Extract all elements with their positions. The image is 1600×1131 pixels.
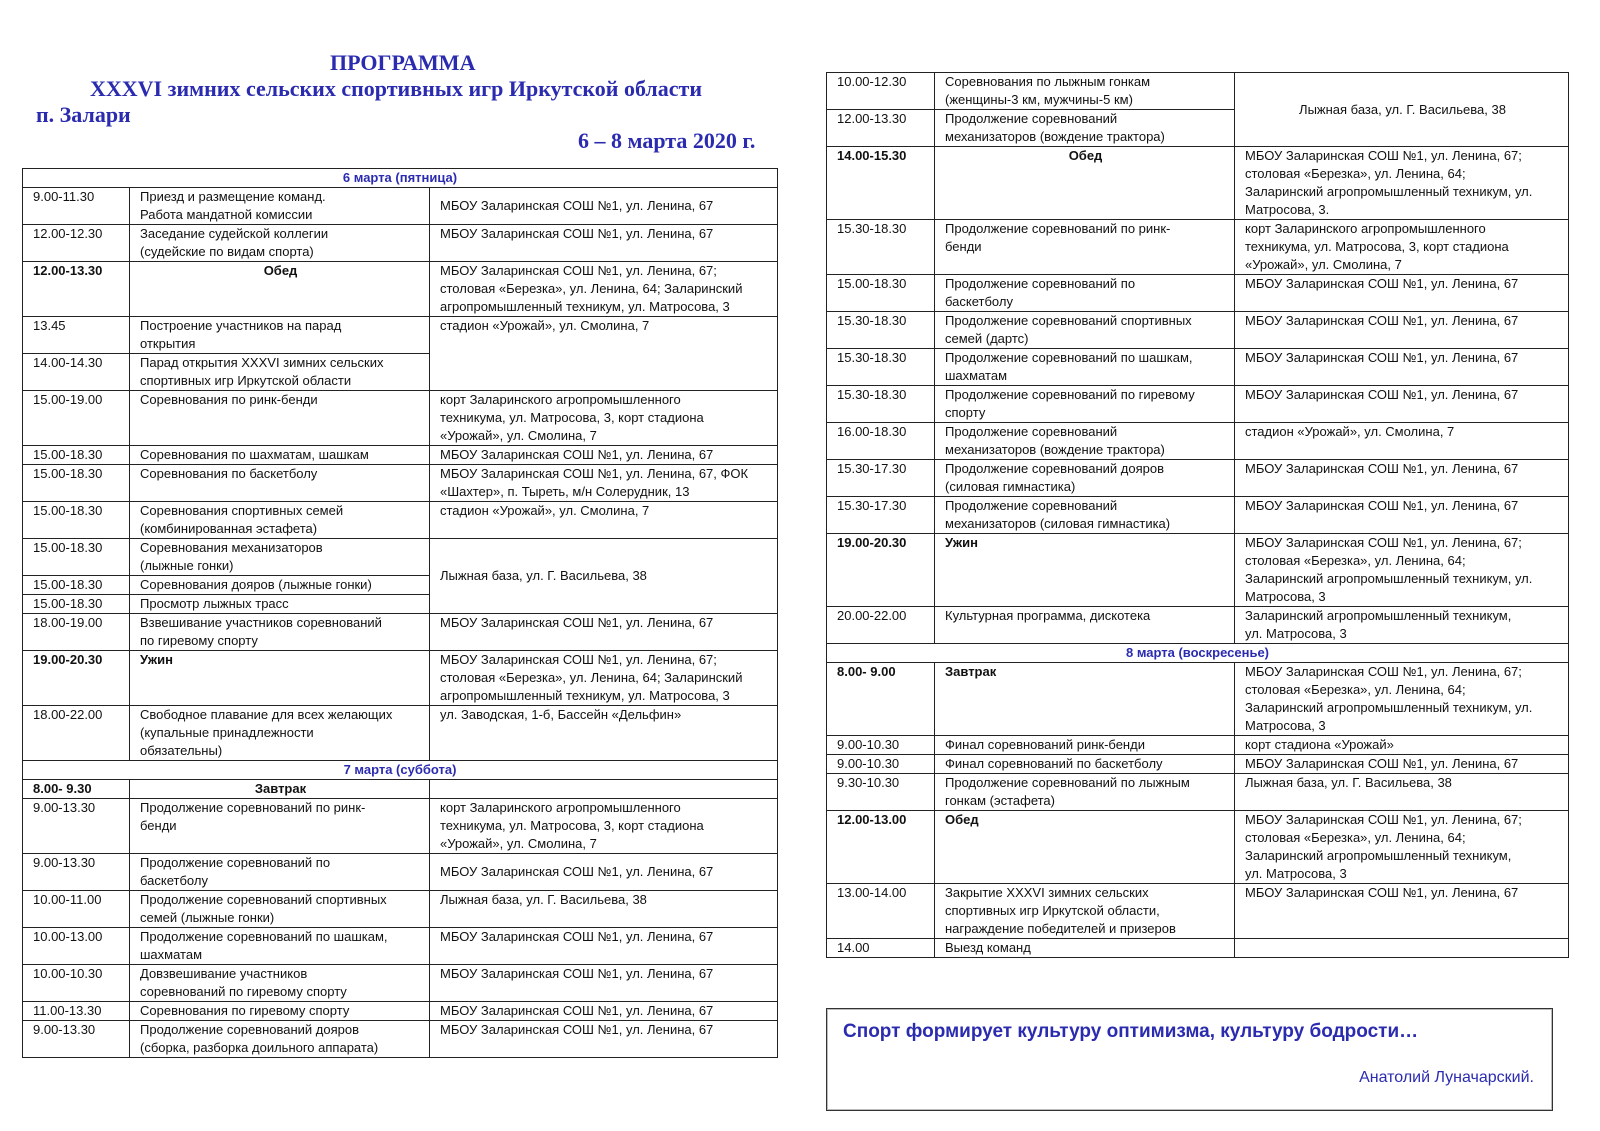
event-name: Завтрак bbox=[130, 780, 430, 799]
event-place: МБОУ Заларинская СОШ №1, ул. Ленина, 67 bbox=[1235, 386, 1569, 423]
event-time: 9.00-13.30 bbox=[23, 854, 130, 891]
event-name: Продолжение соревнований механизаторов (вождение трактора) bbox=[935, 423, 1235, 460]
program-title: ПРОГРАММА bbox=[330, 50, 476, 75]
event-time: 12.00-13.30 bbox=[827, 110, 935, 147]
event-place: МБОУ Заларинская СОШ №1, ул. Ленина, 67 bbox=[1235, 349, 1569, 386]
event-time: 15.30-18.30 bbox=[827, 220, 935, 275]
event-name: Продолжение соревнований механизаторов (вождение трактора) bbox=[935, 110, 1235, 147]
event-time: 18.00-22.00 bbox=[23, 706, 130, 761]
event-place: МБОУ Заларинская СОШ №1, ул. Ленина, 67 bbox=[430, 928, 778, 965]
event-place: стадион «Урожай», ул. Смолина, 7 bbox=[430, 502, 778, 539]
event-name: Соревнования по ринк-бенди bbox=[130, 391, 430, 446]
event-time: 8.00- 9.00 bbox=[827, 663, 935, 736]
schedule-row bbox=[827, 147, 1569, 220]
schedule-row bbox=[827, 607, 1569, 644]
event-time: 16.00-18.30 bbox=[827, 423, 935, 460]
event-time: 20.00-22.00 bbox=[827, 607, 935, 644]
schedule-row bbox=[23, 854, 778, 891]
schedule-row bbox=[23, 262, 778, 317]
event-time: 15.30-18.30 bbox=[827, 349, 935, 386]
event-place: МБОУ Заларинская СОШ №1, ул. Ленина, 67 bbox=[430, 854, 778, 891]
event-time: 9.00-10.30 bbox=[827, 736, 935, 755]
event-time: 18.00-19.00 bbox=[23, 614, 130, 651]
event-place: МБОУ Заларинская СОШ №1, ул. Ленина, 67 bbox=[1235, 884, 1569, 939]
event-place: корт Заларинского агропромышленного техникума, ул. Матросова, 3, корт стадиона «Урожай», ул. Смолина, 7 bbox=[430, 799, 778, 854]
event-name: Закрытие XXXVI зимних сельских спортивных игр Иркутской области, награждение победителей и призеров bbox=[935, 884, 1235, 939]
schedule-row bbox=[827, 736, 1569, 755]
schedule-row bbox=[23, 391, 778, 446]
schedule-row bbox=[23, 706, 778, 761]
event-time: 13.00-14.00 bbox=[827, 884, 935, 939]
event-time: 15.00-19.00 bbox=[23, 391, 130, 446]
event-name: Выезд команд bbox=[935, 939, 1235, 958]
event-place: МБОУ Заларинская СОШ №1, ул. Ленина, 67; столовая «Березка», ул. Ленина, 64; Заларинский агропромышленный техникум, ул. Матросова, 3. bbox=[1235, 147, 1569, 220]
day-header: 8 марта (воскресенье) bbox=[827, 644, 1569, 663]
event-place: Лыжная база, ул. Г. Васильева, 38 bbox=[430, 891, 778, 928]
event-time: 11.00-13.30 bbox=[23, 1002, 130, 1021]
event-name: Продолжение соревнований по гиревому спорту bbox=[935, 386, 1235, 423]
event-name: Продолжение соревнований спортивных семей (дартс) bbox=[935, 312, 1235, 349]
schedule-row bbox=[827, 312, 1569, 349]
event-time: 12.00-13.30 bbox=[23, 262, 130, 317]
schedule-row bbox=[827, 349, 1569, 386]
event-place: МБОУ Заларинская СОШ №1, ул. Ленина, 67 bbox=[430, 1021, 778, 1058]
event-time: 10.00-10.30 bbox=[23, 965, 130, 1002]
event-time: 9.00-10.30 bbox=[827, 755, 935, 774]
event-time: 14.00 bbox=[827, 939, 935, 958]
event-place: МБОУ Заларинская СОШ №1, ул. Ленина, 67; столовая «Березка», ул. Ленина, 64; Заларинский агропромышленный техникум, ул. Матросова, 3 bbox=[1235, 663, 1569, 736]
quote-text: Спорт формирует культуру оптимизма, культуру бодрости… bbox=[843, 1021, 1419, 1042]
event-time: 15.30-18.30 bbox=[827, 312, 935, 349]
event-name: Парад открытия XXXVI зимних сельских спортивных игр Иркутской области bbox=[130, 354, 430, 391]
event-name: Довзвешивание участников соревнований по гиревому спорту bbox=[130, 965, 430, 1002]
event-name: Соревнования по баскетболу bbox=[130, 465, 430, 502]
schedule-row bbox=[23, 465, 778, 502]
event-time: 12.00-12.30 bbox=[23, 225, 130, 262]
day-header-row bbox=[23, 761, 778, 780]
event-place: МБОУ Заларинская СОШ №1, ул. Ленина, 67; столовая «Березка», ул. Ленина, 64; Заларинский агропромышленный техникум, ул. Матросова, 3 bbox=[430, 262, 778, 317]
event-time: 14.00-14.30 bbox=[23, 354, 130, 391]
schedule-row bbox=[23, 780, 778, 799]
event-name: Обед bbox=[935, 147, 1235, 220]
event-place: МБОУ Заларинская СОШ №1, ул. Ленина, 67; столовая «Березка», ул. Ленина, 64; Заларинский агропромышленный техникум, ул. Матросова, 3 bbox=[1235, 534, 1569, 607]
event-name: Продолжение соревнований по ринк- бенди bbox=[130, 799, 430, 854]
event-place: МБОУ Заларинская СОШ №1, ул. Ленина, 67 bbox=[430, 446, 778, 465]
schedule-row bbox=[23, 225, 778, 262]
event-name: Финал соревнований ринк-бенди bbox=[935, 736, 1235, 755]
event-time: 10.00-13.00 bbox=[23, 928, 130, 965]
event-name: Соревнования спортивных семей (комбинированная эстафета) bbox=[130, 502, 430, 539]
day-header-row bbox=[827, 644, 1569, 663]
event-name: Продолжение соревнований спортивных семей (лыжные гонки) bbox=[130, 891, 430, 928]
event-time: 15.00-18.30 bbox=[23, 595, 130, 614]
event-place: МБОУ Заларинская СОШ №1, ул. Ленина, 67 bbox=[430, 225, 778, 262]
event-place: корт Заларинского агропромышленного техникума, ул. Матросова, 3, корт стадиона «Урожай», ул. Смолина, 7 bbox=[1235, 220, 1569, 275]
event-time: 15.00-18.30 bbox=[23, 539, 130, 576]
schedule-row bbox=[23, 188, 778, 225]
event-place: МБОУ Заларинская СОШ №1, ул. Ленина, 67, ФОК «Шахтер», п. Тыреть, м/н Солерудник, 13 bbox=[430, 465, 778, 502]
event-place: МБОУ Заларинская СОШ №1, ул. Ленина, 67 bbox=[430, 965, 778, 1002]
event-time: 14.00-15.30 bbox=[827, 147, 935, 220]
schedule-table-left bbox=[22, 168, 778, 1058]
event-place: МБОУ Заларинская СОШ №1, ул. Ленина, 67 bbox=[430, 614, 778, 651]
schedule-row bbox=[827, 774, 1569, 811]
event-name: Продолжение соревнований дояров (силовая гимнастика) bbox=[935, 460, 1235, 497]
event-place: МБОУ Заларинская СОШ №1, ул. Ленина, 67 bbox=[1235, 755, 1569, 774]
event-place bbox=[430, 780, 778, 799]
event-time: 15.30-17.30 bbox=[827, 497, 935, 534]
schedule-row bbox=[827, 497, 1569, 534]
event-name: Продолжение соревнований по лыжным гонкам (эстафета) bbox=[935, 774, 1235, 811]
event-name: Обед bbox=[935, 811, 1235, 884]
event-name: Соревнования механизаторов (лыжные гонки) bbox=[130, 539, 430, 576]
event-name: Продолжение соревнований по ринк- бенди bbox=[935, 220, 1235, 275]
schedule-row bbox=[827, 755, 1569, 774]
schedule-row bbox=[827, 386, 1569, 423]
schedule-row bbox=[827, 460, 1569, 497]
event-time: 15.30-18.30 bbox=[827, 386, 935, 423]
event-place: МБОУ Заларинская СОШ №1, ул. Ленина, 67 bbox=[430, 188, 778, 225]
event-name: Ужин bbox=[130, 651, 430, 706]
program-location: п. Залари bbox=[36, 102, 131, 127]
event-name: Ужин bbox=[935, 534, 1235, 607]
event-time: 8.00- 9.30 bbox=[23, 780, 130, 799]
event-name: Приезд и размещение команд. Работа мандатной комиссии bbox=[130, 188, 430, 225]
event-time: 15.00-18.30 bbox=[827, 275, 935, 312]
schedule-row bbox=[827, 423, 1569, 460]
schedule-row bbox=[23, 446, 778, 465]
schedule-row bbox=[827, 884, 1569, 939]
event-name: Финал соревнований по баскетболу bbox=[935, 755, 1235, 774]
event-place: Заларинский агропромышленный техникум, ул. Матросова, 3 bbox=[1235, 607, 1569, 644]
event-time: 19.00-20.30 bbox=[827, 534, 935, 607]
event-time: 12.00-13.00 bbox=[827, 811, 935, 884]
event-place: МБОУ Заларинская СОШ №1, ул. Ленина, 67; столовая «Березка», ул. Ленина, 64; Заларинский агропромышленный техникум, ул. Матросова, 3 bbox=[1235, 811, 1569, 884]
event-name: Продолжение соревнований по баскетболу bbox=[935, 275, 1235, 312]
schedule-row bbox=[23, 317, 778, 354]
event-place: МБОУ Заларинская СОШ №1, ул. Ленина, 67 bbox=[430, 1002, 778, 1021]
event-name: Заседание судейской коллегии (судейские по видам спорта) bbox=[130, 225, 430, 262]
schedule-row bbox=[23, 651, 778, 706]
schedule-row bbox=[23, 1021, 778, 1058]
schedule-row bbox=[827, 275, 1569, 312]
event-name: Продолжение соревнований по шашкам, шахматам bbox=[935, 349, 1235, 386]
schedule-row bbox=[827, 73, 1569, 110]
event-name: Соревнования по лыжным гонкам (женщины-3 км, мужчины-5 км) bbox=[935, 73, 1235, 110]
quote-author: Анатолий Луначарский. bbox=[1359, 1069, 1534, 1086]
event-place: корт стадиона «Урожай» bbox=[1235, 736, 1569, 755]
event-place bbox=[1235, 939, 1569, 958]
schedule-row bbox=[827, 534, 1569, 607]
event-time: 15.00-18.30 bbox=[23, 576, 130, 595]
event-name: Завтрак bbox=[935, 663, 1235, 736]
event-name: Продолжение соревнований по шашкам, шахматам bbox=[130, 928, 430, 965]
event-name: Соревнования по шахматам, шашкам bbox=[130, 446, 430, 465]
schedule-row bbox=[827, 939, 1569, 958]
event-name: Построение участников на парад открытия bbox=[130, 317, 430, 354]
event-place: МБОУ Заларинская СОШ №1, ул. Ленина, 67 bbox=[1235, 460, 1569, 497]
event-time: 15.00-18.30 bbox=[23, 502, 130, 539]
event-name: Обед bbox=[130, 262, 430, 317]
event-name: Просмотр лыжных трасс bbox=[130, 595, 430, 614]
event-place: МБОУ Заларинская СОШ №1, ул. Ленина, 67; столовая «Березка», ул. Ленина, 64; Заларинский агропромышленный техникум, ул. Матросова, 3 bbox=[430, 651, 778, 706]
schedule-row bbox=[23, 799, 778, 854]
program-dates: 6 – 8 марта 2020 г. bbox=[578, 128, 756, 153]
schedule-row bbox=[827, 220, 1569, 275]
schedule-row bbox=[827, 663, 1569, 736]
event-time: 10.00-12.30 bbox=[827, 73, 935, 110]
event-place: Лыжная база, ул. Г. Васильева, 38 bbox=[1235, 73, 1569, 147]
event-name: Взвешивание участников соревнований по гиревому спорту bbox=[130, 614, 430, 651]
event-time: 9.00-13.30 bbox=[23, 799, 130, 854]
event-place: стадион «Урожай», ул. Смолина, 7 bbox=[1235, 423, 1569, 460]
schedule-row bbox=[23, 539, 778, 576]
event-time: 9.30-10.30 bbox=[827, 774, 935, 811]
event-time: 19.00-20.30 bbox=[23, 651, 130, 706]
program-subtitle: XXXVI зимних сельских спортивных игр Иркутской области bbox=[90, 76, 703, 101]
schedule-row bbox=[827, 811, 1569, 884]
event-time: 15.00-18.30 bbox=[23, 465, 130, 502]
event-place: МБОУ Заларинская СОШ №1, ул. Ленина, 67 bbox=[1235, 497, 1569, 534]
event-time: 13.45 bbox=[23, 317, 130, 354]
event-place: Лыжная база, ул. Г. Васильева, 38 bbox=[1235, 774, 1569, 811]
event-name: Продолжение соревнований механизаторов (силовая гимнастика) bbox=[935, 497, 1235, 534]
event-place: МБОУ Заларинская СОШ №1, ул. Ленина, 67 bbox=[1235, 275, 1569, 312]
event-time: 9.00-11.30 bbox=[23, 188, 130, 225]
event-place: Лыжная база, ул. Г. Васильева, 38 bbox=[430, 539, 778, 614]
event-name: Продолжение соревнований по баскетболу bbox=[130, 854, 430, 891]
event-time: 15.30-17.30 bbox=[827, 460, 935, 497]
event-time: 10.00-11.00 bbox=[23, 891, 130, 928]
schedule-row bbox=[23, 891, 778, 928]
day-header: 6 марта (пятница) bbox=[23, 169, 778, 188]
schedule-row bbox=[23, 502, 778, 539]
event-name: Продолжение соревнований дояров (сборка, разборка доильного аппарата) bbox=[130, 1021, 430, 1058]
schedule-row bbox=[23, 928, 778, 965]
event-place: корт Заларинского агропромышленного техникума, ул. Матросова, 3, корт стадиона «Урожай», ул. Смолина, 7 bbox=[430, 391, 778, 446]
day-header-row bbox=[23, 169, 778, 188]
day-header: 7 марта (суббота) bbox=[23, 761, 778, 780]
schedule-row bbox=[23, 965, 778, 1002]
event-place: МБОУ Заларинская СОШ №1, ул. Ленина, 67 bbox=[1235, 312, 1569, 349]
schedule-row bbox=[23, 1002, 778, 1021]
quote-box bbox=[826, 1008, 1553, 1111]
event-name: Свободное плавание для всех желающих (купальные принадлежности обязательны) bbox=[130, 706, 430, 761]
event-name: Соревнования по гиревому спорту bbox=[130, 1002, 430, 1021]
event-time: 9.00-13.30 bbox=[23, 1021, 130, 1058]
event-name: Культурная программа, дискотека bbox=[935, 607, 1235, 644]
event-name: Соревнования дояров (лыжные гонки) bbox=[130, 576, 430, 595]
schedule-row bbox=[23, 614, 778, 651]
event-place: ул. Заводская, 1-б, Бассейн «Дельфин» bbox=[430, 706, 778, 761]
event-place: стадион «Урожай», ул. Смолина, 7 bbox=[430, 317, 778, 391]
schedule-table-right bbox=[826, 72, 1569, 958]
event-time: 15.00-18.30 bbox=[23, 446, 130, 465]
